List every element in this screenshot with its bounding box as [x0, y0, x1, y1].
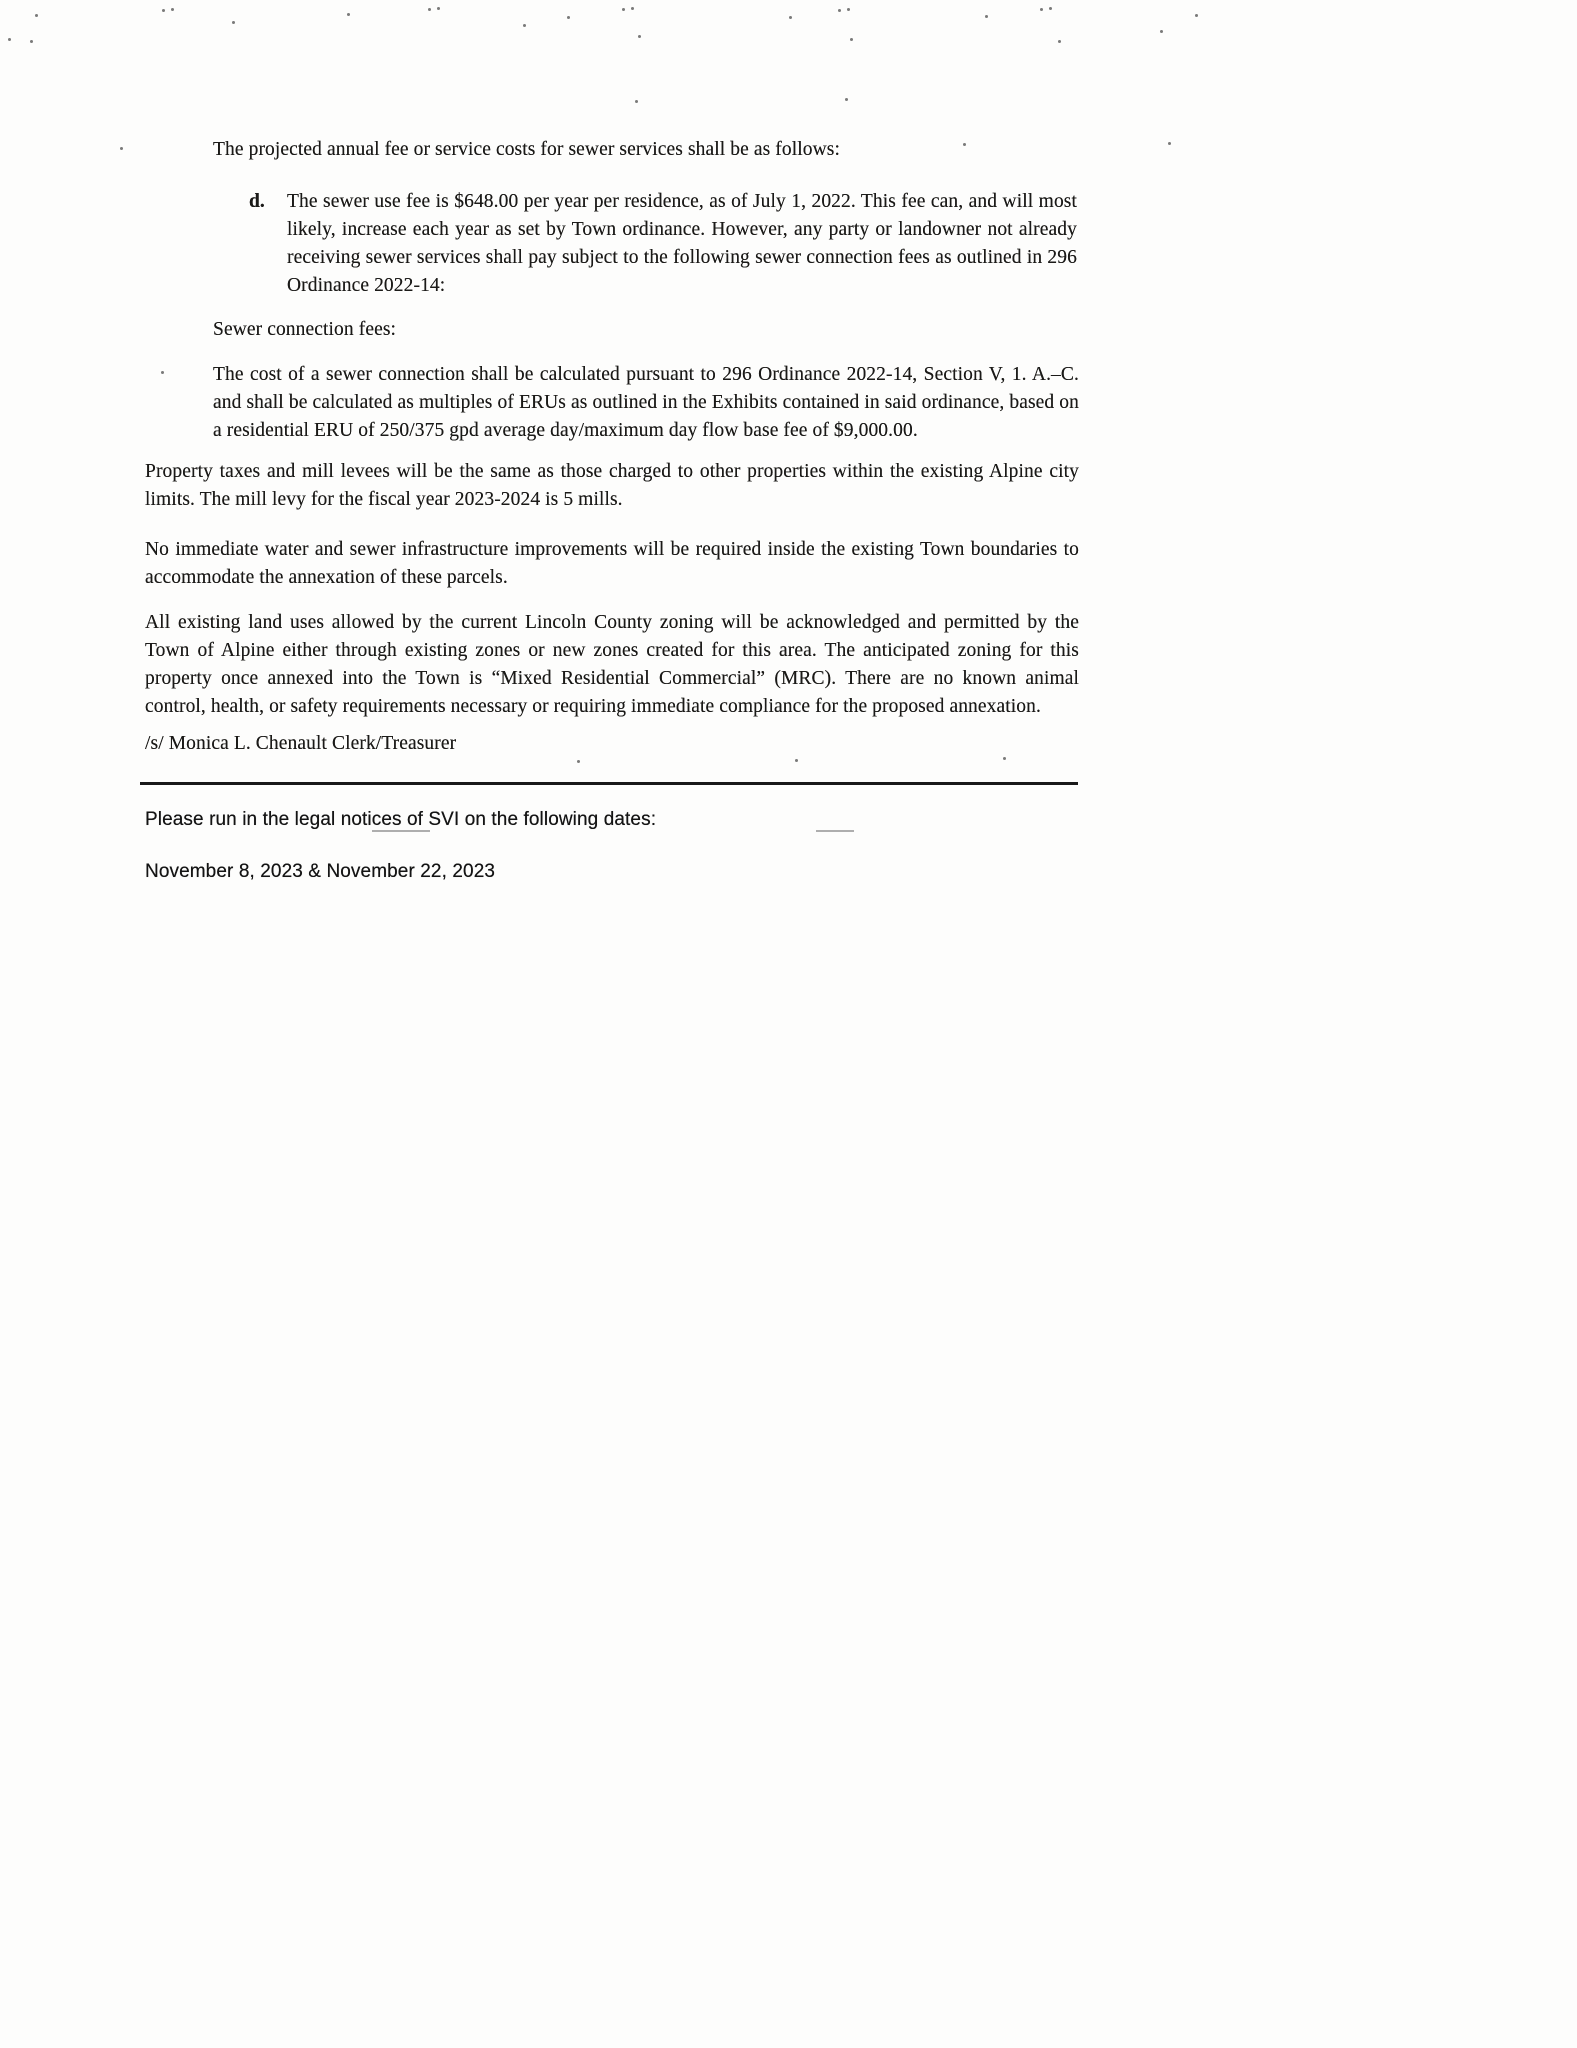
- intro-paragraph: The projected annual fee or service costs for sewer services shall be as follows:: [213, 139, 840, 160]
- signature-line: /s/ Monica L. Chenault Clerk/Treasurer: [145, 733, 457, 754]
- legal-notice-instruction: Please run in the legal notices of SVI on the following dates:: [145, 809, 657, 830]
- list-item-d-text: The sewer use fee is $648.00 per year per residence, as of July 1, 2022. This fee can, and will most likely, increase each year as set by Town ordinance. However, any party or landowner not already receiving sewer services shall pay subject to the following sewer connection fees as outlined in 296 Ordinance 2022-14:: [287, 191, 1077, 296]
- property-taxes-paragraph: Property taxes and mill levees will be the same as those charged to other properties within the existing Alpine city limits. The mill levy for the fiscal year 2023-2024 is 5 mills.: [145, 461, 1079, 510]
- divider-line: [140, 782, 1078, 785]
- sewer-fees-paragraph: The cost of a sewer connection shall be calculated pursuant to 296 Ordinance 2022-14, Section V, 1. A.–C. and shall be calculated as multiples of ERUs as outlined in the Exhibits contained in said ordinance, based on a residential ERU of 250/375 gpd average day/maximum day flow base fee of $9,000.00.: [213, 364, 1079, 441]
- list-item-d-label: d.: [249, 191, 265, 212]
- legal-notice-dates: November 8, 2023 & November 22, 2023: [145, 861, 496, 882]
- infrastructure-paragraph: No immediate water and sewer infrastructure improvements will be required inside the existing Town boundaries to accommodate the annexation of these parcels.: [145, 539, 1079, 588]
- list-item-d: [249, 188, 1077, 300]
- zoning-paragraph: All existing land uses allowed by the current Lincoln County zoning will be acknowledged and permitted by the Town of Alpine either through existing zones or new zones created for this area. The anticipated zoning for this property once annexed into the Town is “Mixed Residential Commercial” (MRC). There are no known animal control, health, or safety requirements necessary or requiring immediate compliance for the proposed annexation.: [145, 612, 1079, 717]
- sewer-fees-heading: Sewer connection fees:: [213, 319, 397, 340]
- document-content: [145, 136, 1079, 885]
